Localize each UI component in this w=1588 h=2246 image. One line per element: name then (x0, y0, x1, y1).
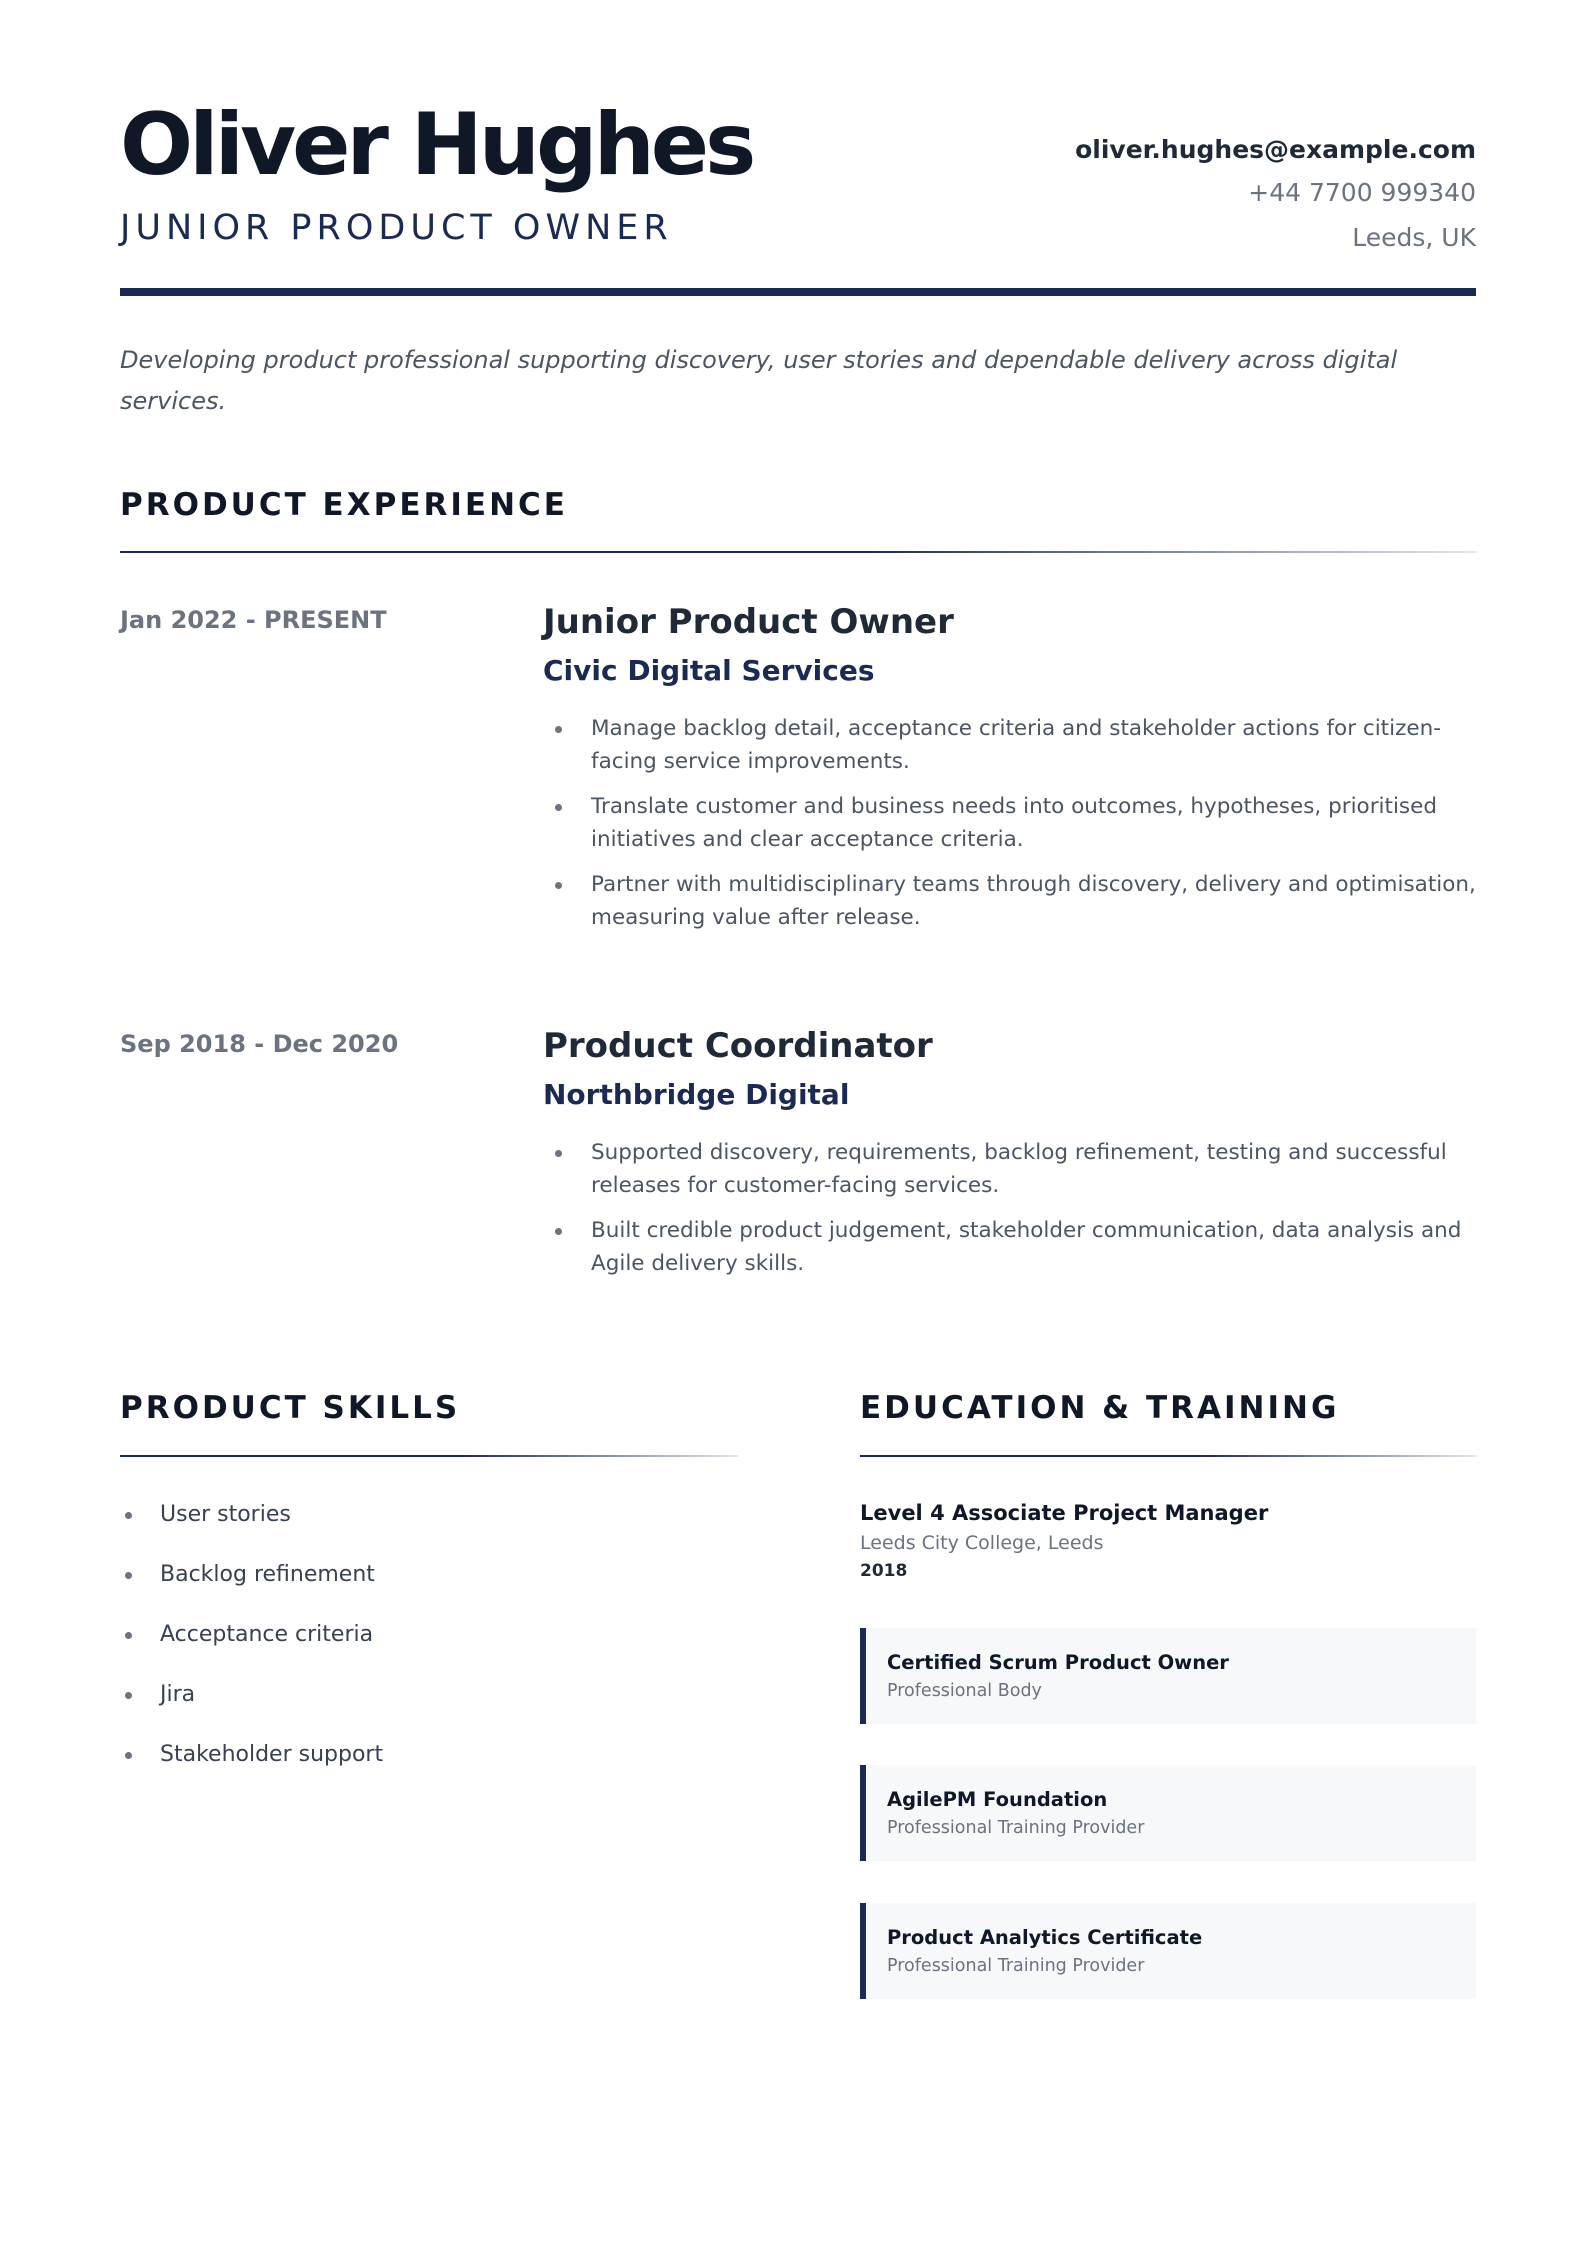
job-bullets (543, 1136, 1476, 1280)
contact-location: Leeds, UK (1352, 223, 1476, 252)
certification-card (860, 1628, 1476, 1724)
job-bullet-text: Translate customer and business needs into outcomes, hypotheses, prioritised initiatives and clear acceptance criteria. (591, 794, 1438, 852)
degree-school: Leeds City College, Leeds (860, 1532, 1104, 1554)
skill-label: Backlog refinement (160, 1562, 375, 1587)
certification-title: Certified Scrum Product Owner (887, 1651, 1229, 1674)
profile-summary: Developing product professional supporting discovery, user stories and dependable delivery across digital services. (120, 346, 1398, 415)
job-company: Northbridge Digital (543, 1078, 850, 1111)
certification-title: Product Analytics Certificate (887, 1926, 1203, 1949)
skill-label: User stories (160, 1502, 291, 1527)
bullet-dot (555, 726, 562, 733)
bullet-dot (555, 804, 562, 811)
bullet-dot (125, 1752, 132, 1759)
candidate-role: JUNIOR PRODUCT OWNER (120, 208, 673, 248)
skill-label: Jira (160, 1682, 196, 1707)
resume-header (120, 90, 1476, 296)
job-company: Civic Digital Services (543, 654, 875, 687)
contact-block (1075, 130, 1476, 260)
job-bullet-text: Supported discovery, requirements, backlog refinement, testing and successful releases for customer-facing services. (591, 1140, 1447, 1198)
job-bullet (543, 712, 1476, 778)
job-bullet (543, 868, 1476, 934)
education-entry (860, 1497, 1476, 1585)
bullet-dot (555, 1228, 562, 1235)
skill-item (120, 1560, 740, 1590)
degree-year: 2018 (860, 1561, 908, 1581)
skill-item (120, 1680, 740, 1710)
certification-title: AgilePM Foundation (887, 1788, 1108, 1811)
skills-list (120, 1500, 740, 1800)
degree-title: Level 4 Associate Project Manager (860, 1501, 1269, 1525)
certification-card (860, 1903, 1476, 1999)
job-bullet-text: Partner with multidisciplinary teams through discovery, delivery and optimisation, measuring value after release. (591, 872, 1476, 930)
certification-issuer: Professional Training Provider (887, 1956, 1145, 1976)
job-bullet-text: Manage backlog detail, acceptance criteria and stakeholder actions for citizen-facing service improvements. (591, 716, 1441, 774)
bullet-dot (555, 882, 562, 889)
header-divider (120, 288, 1476, 296)
skill-label: Stakeholder support (160, 1742, 384, 1767)
contact-phone: +44 7700 999340 (1248, 178, 1476, 207)
job-title: Junior Product Owner (543, 602, 954, 642)
job-content (543, 1026, 1476, 1292)
job-bullet (543, 1136, 1476, 1202)
education-heading: EDUCATION & TRAINING (860, 1390, 1340, 1426)
candidate-name: Oliver Hughes (120, 95, 753, 195)
job-bullets (543, 712, 1476, 934)
bullet-dot (125, 1572, 132, 1579)
job-dates: Sep 2018 - Dec 2020 (120, 1030, 399, 1058)
education-divider (860, 1455, 1476, 1457)
bullet-dot (125, 1692, 132, 1699)
skill-label: Acceptance criteria (160, 1622, 374, 1647)
skill-item (120, 1620, 740, 1650)
bullet-dot (125, 1512, 132, 1519)
job-bullet-text: Built credible product judgement, stakeholder communication, data analysis and Agile delivery skills. (591, 1218, 1462, 1276)
certification-issuer: Professional Training Provider (887, 1818, 1145, 1838)
experience-divider (120, 551, 1476, 553)
skill-item (120, 1500, 740, 1530)
job-bullet (543, 1214, 1476, 1280)
certification-card (860, 1765, 1476, 1861)
bullet-dot (555, 1150, 562, 1157)
skills-divider (120, 1455, 738, 1457)
resume-page (120, 0, 1476, 2246)
experience-heading: PRODUCT EXPERIENCE (120, 487, 568, 523)
certification-issuer: Professional Body (887, 1681, 1042, 1701)
job-bullet (543, 790, 1476, 856)
skills-heading: PRODUCT SKILLS (120, 1390, 461, 1426)
job-content (543, 602, 1476, 946)
contact-email[interactable]: oliver.hughes@example.com (1075, 135, 1476, 164)
bullet-dot (125, 1632, 132, 1639)
job-title: Product Coordinator (543, 1026, 933, 1066)
skill-item (120, 1740, 740, 1770)
job-dates: Jan 2022 - PRESENT (120, 606, 387, 634)
